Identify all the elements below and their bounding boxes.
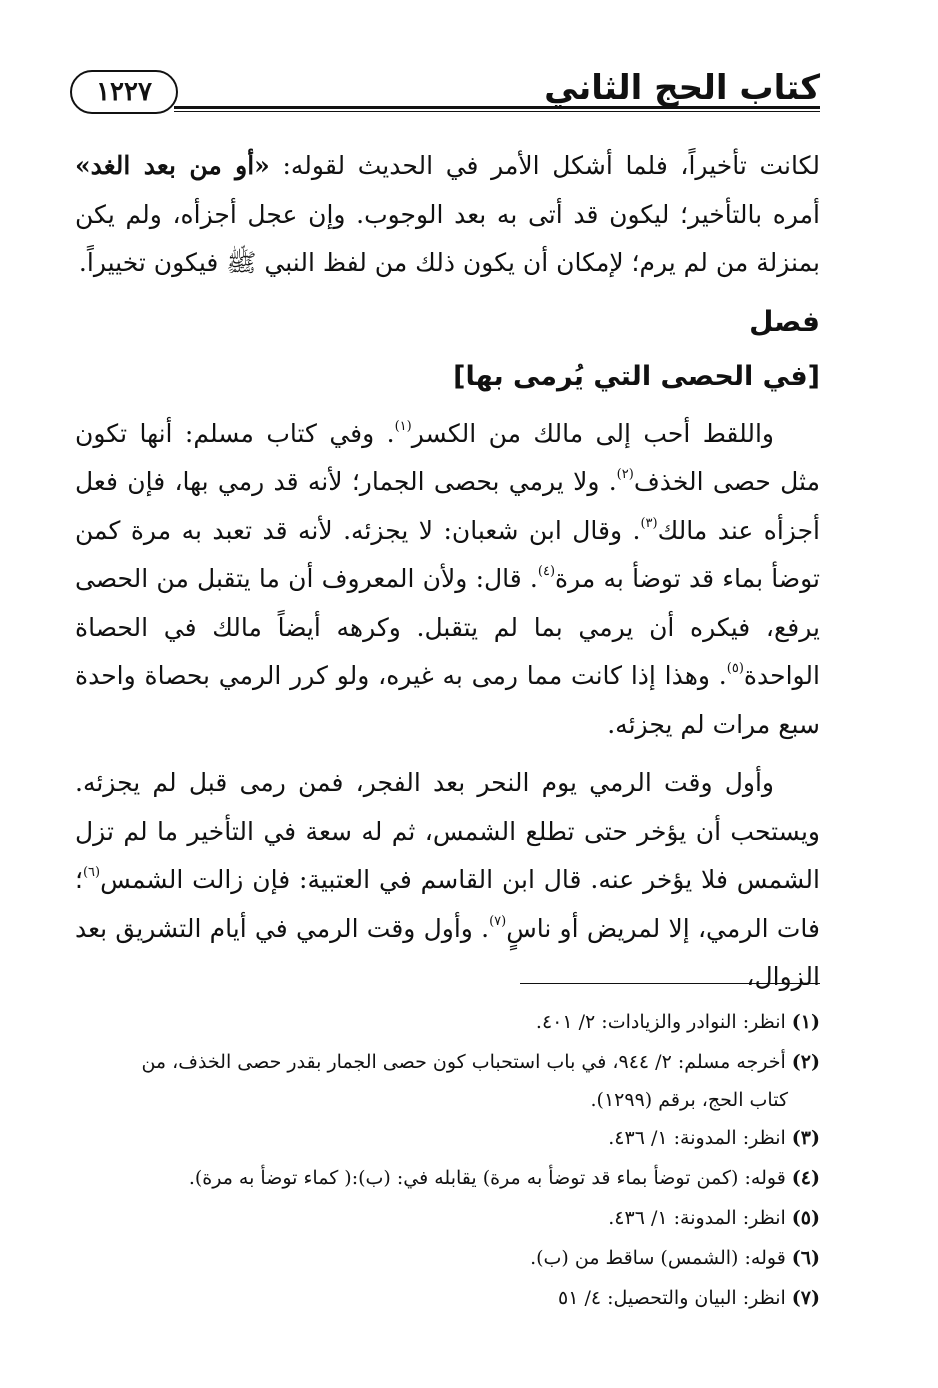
- footnote-ref[interactable]: (٢): [616, 467, 634, 482]
- footnote-ref[interactable]: (٥): [726, 661, 744, 676]
- text-run: . وقال ابن شعبان: لا يجزئه. لأنه قد تعبد به مرة كمن توضأ بماء قد توضأ به مرة: [75, 515, 821, 593]
- footnote-mark: (٧): [791, 1287, 820, 1309]
- text-run: أمره بالتأخير؛ ليكون قد أتى به بعد الوجوب. وإن عجل أجزأه، ولم يكن بمنزلة من لم يرم؛ لإمكان أن يكون ذلك من لفظ النبي ﷺ فيكون تخييراً.: [75, 199, 820, 277]
- footnote-text: انظر: البيان والتحصيل: ٤/ ٥١: [558, 1287, 786, 1309]
- footnote-6: [75, 1238, 820, 1278]
- paragraph-2: [75, 410, 820, 750]
- paragraph-1: [75, 142, 820, 288]
- footnote-ref[interactable]: (٧): [489, 913, 507, 929]
- footnote-ref[interactable]: (٤): [537, 564, 556, 579]
- footnote-text: قوله: (كمن توضأ بماء قد توضأ به مرة) يقابله في: (ب):( كماء توضأ به مرة).: [188, 1167, 786, 1189]
- footnote-text: انظر: النوادر والزيادات: ٢/ ٤٠١.: [535, 1011, 786, 1033]
- text-run: . وأول وقت الرمي في أيام التشريق بعد الزوال،: [75, 913, 820, 991]
- page-number: ١٢٢٧: [96, 77, 152, 107]
- footnote-text: أخرجه مسلم: ٢/ ٩٤٤، في باب استحباب كون حصى الجمار بقدر حصى الخذف، من: [141, 1051, 786, 1073]
- text-run: واللقط أحب إلى مالك من الكسر: [411, 418, 774, 448]
- footnote-ref[interactable]: (١): [394, 418, 412, 434]
- text-run: . وهذا إذا كانت مما رمى به غيره، ولو كرر الرمي بحصاة واحدة سبع مرات لم يجزئه.: [75, 661, 820, 739]
- paragraph-3: [75, 759, 820, 1002]
- footnote-text: قوله: (الشمس) ساقط من (ب).: [530, 1247, 786, 1269]
- text-run: . قال: ولأن المعروف أن ما يتقبل من الحصى يرفع، فيكره أن يرمي بما لم يتقبل. وكرهه أيضاً مالك في الحصاة الواحدة: [75, 564, 820, 690]
- footnote-mark: (٦): [791, 1247, 820, 1269]
- footnote-1: [75, 1002, 820, 1042]
- footnote-ref[interactable]: (٣): [640, 515, 658, 531]
- footnotes: [75, 1002, 820, 1318]
- footnote-4: [75, 1158, 820, 1198]
- footnote-mark: (٥): [791, 1207, 820, 1229]
- book-title: كتاب الحج الثاني: [544, 68, 820, 108]
- text-run: لكانت تأخيراً، فلما أشكل الأمر في الحديث لقوله:: [269, 151, 820, 180]
- page-header: [70, 58, 820, 120]
- header-rule: [174, 106, 820, 112]
- footnote-text: انظر: المدونة: ١/ ٤٣٦.: [608, 1207, 786, 1229]
- text-run: . ولا يرمي بحصى الجمار؛ لأنه قد رمي بها، فإن فعل أجزأه عند مالك: [75, 467, 820, 545]
- footnote-mark: (٢): [791, 1051, 820, 1073]
- footnote-5: [75, 1198, 820, 1238]
- section-heading: فصل: [749, 304, 820, 338]
- main-text: [75, 142, 820, 1002]
- text-run: وأول وقت الرمي يوم النحر بعد الفجر، فمن رمى قبل لم يجزئه. ويستحب أن يؤخر حتى تطلع الشمس، ثم له سعة في التأخير ما لم تزل الشمس فلا يؤخر عنه. قال ابن القاسم في العتبية: فإن زالت الشمس: [75, 768, 820, 894]
- footnote-separator: [520, 983, 820, 984]
- text-run: ؛ فات الرمي، إلا لمريض أو ناسٍ: [75, 865, 820, 943]
- footnote-2: [75, 1042, 820, 1118]
- footnote-mark: (١): [791, 1011, 820, 1033]
- footnote-7: [75, 1278, 820, 1318]
- footnote-ref[interactable]: (٦): [82, 865, 101, 880]
- footnote-mark: (٤): [791, 1167, 820, 1189]
- page-number-badge: [70, 70, 178, 114]
- footnote-text-continued: كتاب الحج، برقم (١٢٩٩).: [590, 1089, 788, 1111]
- text-run: . وفي كتاب مسلم: أنها تكون مثل حصى الخذف: [75, 418, 820, 496]
- section-subheading: [في الحصى التي يُرمى بها]: [453, 360, 820, 392]
- hadith-quote: «أو من بعد الغد»: [75, 151, 270, 180]
- footnote-mark: (٣): [791, 1127, 820, 1149]
- footnote-text: انظر: المدونة: ١/ ٤٣٦.: [608, 1127, 786, 1149]
- footnote-3: [75, 1118, 820, 1158]
